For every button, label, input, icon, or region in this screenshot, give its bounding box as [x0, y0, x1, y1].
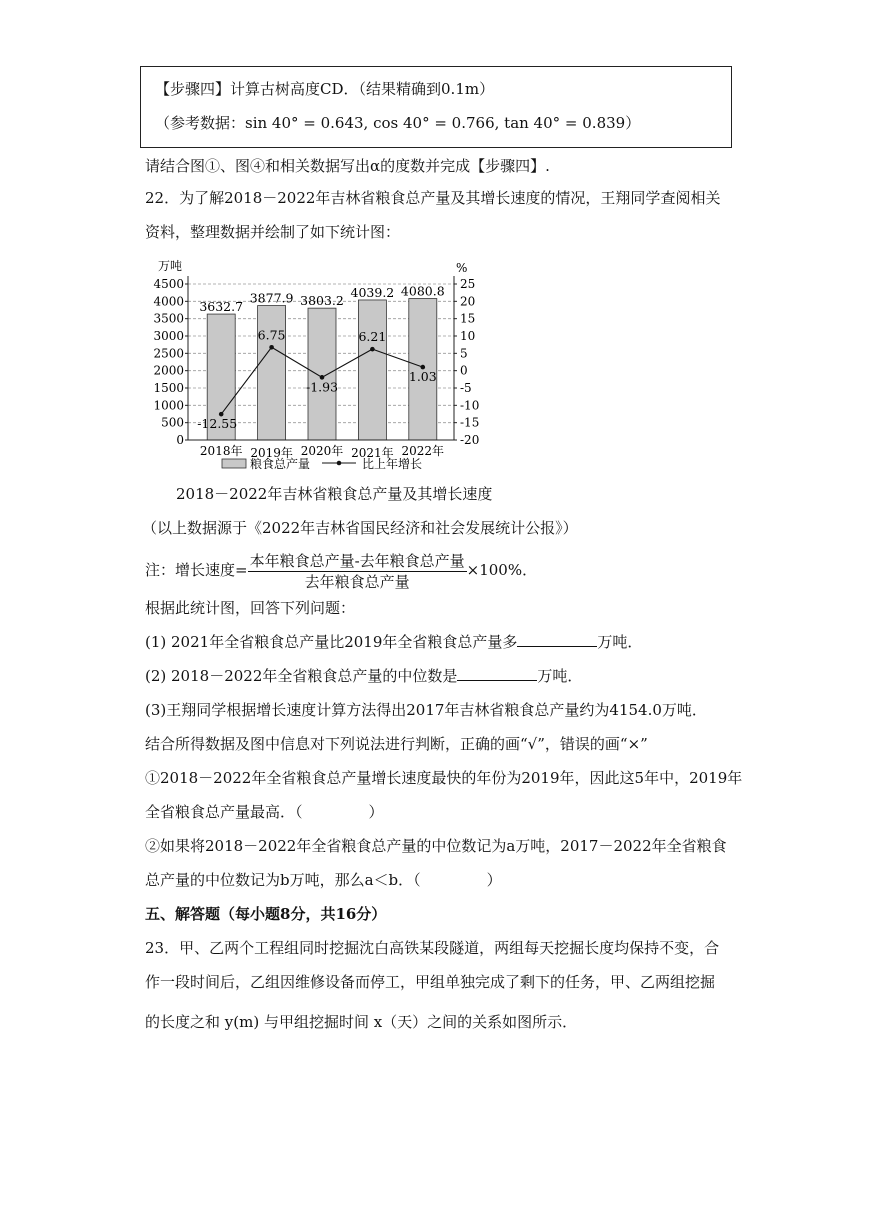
q22-part3: (3)王翔同学根据增长速度计算方法得出2017年吉林省粮食总产量约为4154.0万吨． [145, 701, 707, 719]
right-tick-label: -20 [460, 433, 480, 447]
q23-line1: 23．甲、乙两个工程组同时挖掘沈白高铁某段隧道，两组每天挖掘长度均保持不变，合 [145, 939, 720, 957]
q22-line2: 资料，整理数据并绘制了如下统计图： [145, 223, 401, 241]
bar-2021年 [358, 300, 386, 440]
right-tick-label: 5 [460, 346, 468, 361]
bar-value-label: 3877.9 [249, 290, 294, 306]
growth-value-label: 1.03 [408, 369, 437, 385]
legend-bar-label: 粮食总产量 [250, 457, 311, 471]
left-tick-label: 1500 [153, 381, 184, 395]
right-tick-label: -10 [460, 398, 480, 413]
part1-unit: 万吨． [597, 633, 643, 651]
left-tick-label: 4500 [153, 277, 184, 291]
formula-suffix: ×100%． [466, 561, 538, 579]
statement1-line1: ①2018－2022年全省粮食总产量增长速度最快的年份为2019年，因此这5年中，2019年 [145, 769, 743, 787]
grain-chart [150, 256, 480, 478]
right-tick-label: 10 [460, 329, 476, 343]
left-tick-label: 4000 [153, 294, 184, 309]
left-unit-label: 万吨 [158, 259, 183, 273]
right-tick-label: 15 [460, 311, 476, 326]
growth-value-label: -1.93 [305, 379, 339, 395]
q22-part3-instruction: 结合所得数据及图中信息对下列说法进行判断，正确的画“√”，错误的画“×” [145, 735, 648, 753]
legend-line-label: 比上年增长 [362, 457, 423, 471]
left-tick-label: 2000 [153, 363, 184, 378]
left-tick-label: 3500 [153, 311, 184, 326]
part1-text: (1) 2021年全省粮食总产量比2019年全省粮食总产量多 [145, 633, 518, 651]
growth-point [269, 345, 274, 350]
x-tick-label: 2020年 [300, 444, 344, 458]
part1-answer-blank[interactable] [517, 632, 597, 647]
q22-part1 [145, 632, 642, 652]
intro-line: 请结合图①、图④和相关数据写出α的度数并完成【步骤四】. [145, 157, 550, 175]
right-tick-label: 20 [460, 294, 476, 309]
bar-value-label: 3632.7 [199, 299, 244, 315]
formula-fraction [248, 551, 467, 592]
x-tick-label: 2022年 [401, 444, 445, 458]
reference-data-line: （参考数据：sin 40° = 0.643, cos 40° = 0.766, tan 40° = 0.839） [155, 114, 641, 132]
x-tick-label: 2018年 [199, 444, 243, 458]
right-unit-label: % [456, 261, 468, 275]
statement2-close: ） [486, 871, 502, 889]
left-tick-label: 0 [176, 433, 184, 447]
data-source-line: （以上数据源于《2022年吉林省国民经济和社会发展统计公报》） [142, 519, 578, 537]
statement1-close: ） [368, 803, 384, 821]
growth-point [370, 347, 375, 352]
left-tick-label: 3000 [153, 329, 184, 343]
right-tick-label: 25 [460, 277, 476, 291]
growth-formula [145, 548, 537, 592]
chart-legend [222, 456, 422, 471]
x-tick-label: 2019年 [250, 446, 293, 460]
growth-value-label: -12.55 [197, 416, 238, 432]
statement1-text: 全省粮食总产量最高．（ [145, 803, 303, 821]
legend-bar-swatch [222, 459, 246, 468]
right-tick-label: 0 [460, 363, 468, 378]
right-tick-label: -15 [460, 415, 480, 430]
chart-title: 2018－2022年吉林省粮食总产量及其增长速度 [176, 485, 493, 503]
part2-unit: 万吨． [537, 667, 583, 685]
formula-numerator: 本年粮食总产量-去年粮食总产量 [249, 551, 465, 570]
step4-line: 【步骤四】计算古树高度CD．（结果精确到0.1m） [155, 80, 495, 98]
q22-part2 [145, 666, 582, 686]
bar-2020年 [305, 308, 339, 440]
section5-heading: 五、解答题（每小题8分，共16分） [145, 905, 387, 923]
formula-denominator: 去年粮食总产量 [304, 572, 410, 591]
q23-line2: 作一段时间后，乙组因维修设备而停工，甲组单独完成了剩下的任务，甲、乙两组挖掘 [145, 973, 716, 991]
growth-value-label: 6.21 [358, 329, 387, 345]
growth-value-label: 6.75 [257, 327, 286, 343]
bar-value-label: 4039.2 [350, 284, 395, 300]
legend-line-marker [337, 461, 342, 466]
statement2-line2 [145, 870, 502, 890]
part2-text: (2) 2018－2022年全省粮食总产量的中位数是 [145, 667, 458, 685]
part2-answer-blank[interactable] [457, 666, 537, 681]
statement1-line2 [145, 802, 384, 822]
left-tick-label: 500 [161, 415, 184, 430]
bar-value-label: 3803.2 [300, 293, 344, 309]
bar-2019年 [258, 306, 286, 440]
left-tick-label: 1000 [153, 398, 184, 413]
formula-prefix: 注：增长速度= [145, 561, 248, 579]
ask-line: 根据此统计图，回答下列问题： [145, 599, 356, 617]
bar-value-label: 4080.8 [400, 283, 445, 299]
left-tick-label: 2500 [153, 346, 184, 361]
q22-line1: 22．为了解2018－2022年吉林省粮食总产量及其增长速度的情况，王翔同学查阅相关 [145, 189, 721, 207]
chart-bars [207, 299, 437, 440]
statement2-text: 总产量的中位数记为b万吨，那么a＜b．（ [145, 871, 421, 889]
step4-box [140, 66, 732, 148]
q23-line3: 的长度之和 y(m) 与甲组挖掘时间 x（天）之间的关系如图所示． [145, 1013, 578, 1031]
x-tick-label: 2021年 [351, 446, 394, 460]
right-tick-label: -5 [460, 381, 472, 395]
statement2-line1: ②如果将2018－2022年全省粮食总产量的中位数记为a万吨，2017－2022年全省粮食 [145, 837, 727, 855]
